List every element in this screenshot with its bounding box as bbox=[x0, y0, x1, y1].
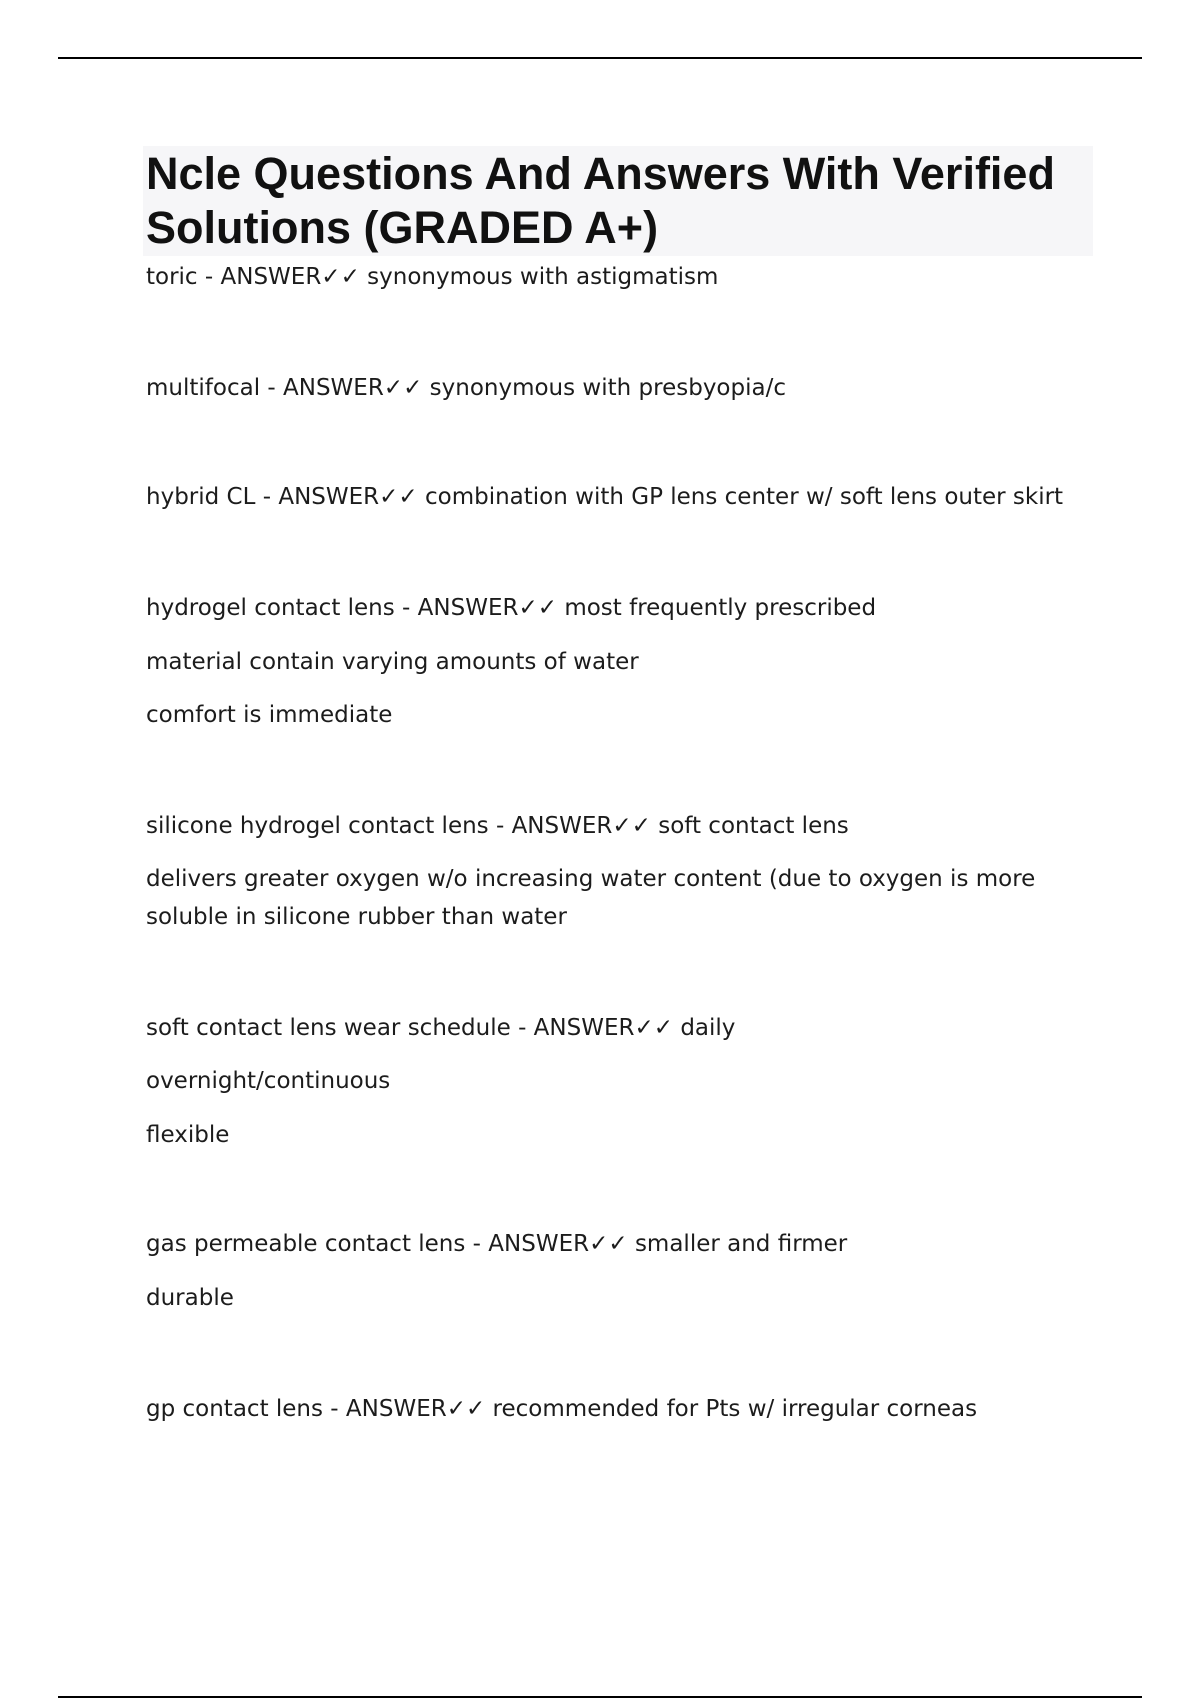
page-title: Ncle Questions And Answers With Verified Solutions (GRADED A+) bbox=[146, 148, 1055, 253]
qa-hydrogel-detail-2: comfort is immediate bbox=[146, 702, 393, 728]
qa-wear-schedule-detail-2: flexible bbox=[146, 1122, 230, 1148]
qa-wear-schedule-detail-1: overnight/continuous bbox=[146, 1068, 391, 1094]
qa-hydrogel-detail-1: material contain varying amounts of water bbox=[146, 649, 639, 675]
header-rule bbox=[58, 57, 1142, 59]
qa-hybrid-cl: hybrid CL - ANSWER✓✓ combination with GP lens center w/ soft lens outer skirt bbox=[146, 484, 1064, 510]
qa-gas-permeable: gas permeable contact lens - ANSWER✓✓ smaller and firmer bbox=[146, 1231, 848, 1257]
qa-gas-permeable-detail: durable bbox=[146, 1285, 234, 1311]
qa-silicone-hydrogel: silicone hydrogel contact lens - ANSWER✓✓ soft contact lens bbox=[146, 813, 849, 839]
qa-wear-schedule: soft contact lens wear schedule - ANSWER✓✓ daily bbox=[146, 1015, 736, 1041]
footer-rule bbox=[58, 1696, 1142, 1698]
qa-toric: toric - ANSWER✓✓ synonymous with astigmatism bbox=[146, 264, 719, 290]
qa-hydrogel: hydrogel contact lens - ANSWER✓✓ most frequently prescribed bbox=[146, 595, 877, 621]
qa-multifocal: multifocal - ANSWER✓✓ synonymous with presbyopia/c bbox=[146, 375, 786, 401]
qa-gp-lens: gp contact lens - ANSWER✓✓ recommended for Pts w/ irregular corneas bbox=[146, 1396, 978, 1422]
qa-silicone-hydrogel-detail: delivers greater oxygen w/o increasing water content (due to oxygen is more soluble in silicone rubber than water bbox=[146, 866, 1036, 930]
